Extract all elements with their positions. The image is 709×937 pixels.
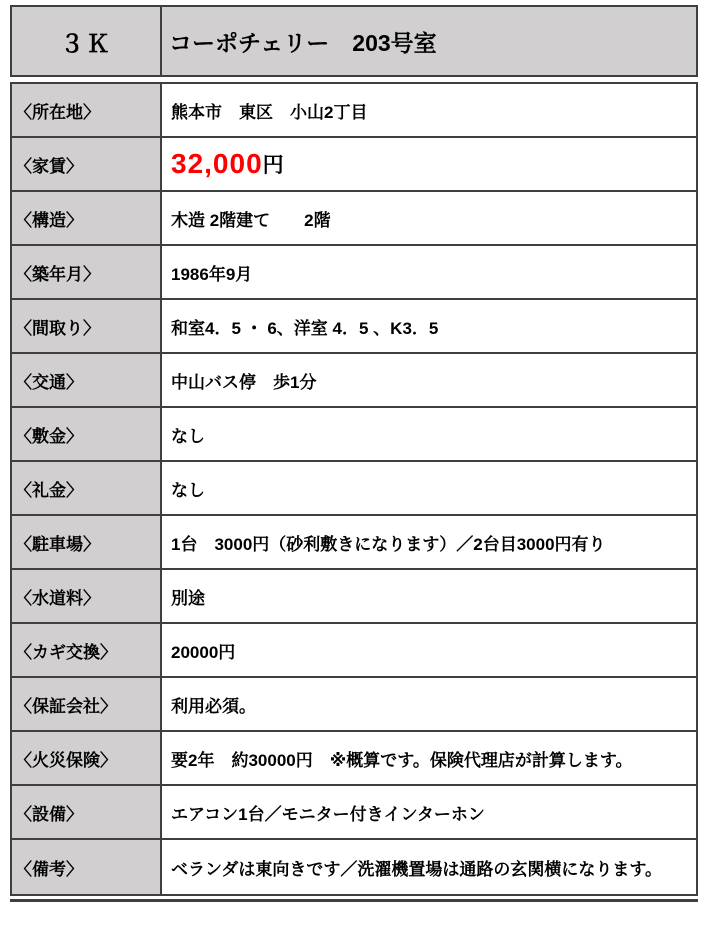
row-value: ベランダは東向きです／洗濯機置場は通路の玄関横になります。 xyxy=(162,840,696,894)
row-value: 1986年9月 xyxy=(162,246,696,298)
row-value: エアコン1台／モニター付きインターホン xyxy=(162,786,696,838)
row-value: 木造 2階建て 2階 xyxy=(162,192,696,244)
table-row-guarantor-company xyxy=(12,678,696,732)
row-label: 〈水道料〉 xyxy=(12,570,162,622)
bottom-border-rule xyxy=(10,899,698,902)
property-listing-sheet xyxy=(10,5,698,902)
table-row-parking xyxy=(12,516,696,570)
row-value: 中山バス停 歩1分 xyxy=(162,354,696,406)
table-row-floorplan xyxy=(12,300,696,354)
row-label: 〈備考〉 xyxy=(12,840,162,894)
row-label: 〈交通〉 xyxy=(12,354,162,406)
row-label: 〈駐車場〉 xyxy=(12,516,162,568)
row-label: 〈家賃〉 xyxy=(12,138,162,190)
table-row-deposit xyxy=(12,408,696,462)
listing-header xyxy=(10,5,698,77)
row-value xyxy=(162,138,696,190)
table-row-fire-insurance xyxy=(12,732,696,786)
row-label: 〈設備〉 xyxy=(12,786,162,838)
row-value: 20000円 xyxy=(162,624,696,676)
rent-unit: 円 xyxy=(262,154,284,177)
row-value: 別途 xyxy=(162,570,696,622)
table-row-equipment xyxy=(12,786,696,840)
row-label: 〈礼金〉 xyxy=(12,462,162,514)
table-row-rent xyxy=(12,138,696,192)
row-value: なし xyxy=(162,408,696,460)
row-value: 利用必須。 xyxy=(162,678,696,730)
row-label: 〈所在地〉 xyxy=(12,84,162,136)
row-label: 〈敷金〉 xyxy=(12,408,162,460)
table-row-structure xyxy=(12,192,696,246)
listing-detail-table xyxy=(10,82,698,896)
table-row-key-exchange xyxy=(12,624,696,678)
row-value: 1台 3000円（砂利敷きになります）／2台目3000円有り xyxy=(162,516,696,568)
table-row-transport xyxy=(12,354,696,408)
table-row-built-date xyxy=(12,246,696,300)
layout-type-cell: ３Ｋ xyxy=(12,7,162,75)
row-value: 熊本市 東区 小山2丁目 xyxy=(162,84,696,136)
row-label: 〈築年月〉 xyxy=(12,246,162,298)
property-title-cell: コーポチェリー 203号室 xyxy=(169,29,437,56)
row-label: 〈間取り〉 xyxy=(12,300,162,352)
row-value: 和室4．5 ・ 6、洋室 4．5 、K3．5 xyxy=(162,300,696,352)
row-label: 〈構造〉 xyxy=(12,192,162,244)
row-value: 要2年 約30000円 ※概算です。保険代理店が計算します。 xyxy=(162,732,696,784)
row-value: なし xyxy=(162,462,696,514)
table-row-location xyxy=(12,84,696,138)
row-label: 〈カギ交換〉 xyxy=(12,624,162,676)
table-row-remarks xyxy=(12,840,696,894)
row-label: 〈保証会社〉 xyxy=(12,678,162,730)
row-label: 〈火災保険〉 xyxy=(12,732,162,784)
table-row-key-money xyxy=(12,462,696,516)
rent-amount: 32,000 xyxy=(171,148,263,179)
table-row-water-fee xyxy=(12,570,696,624)
